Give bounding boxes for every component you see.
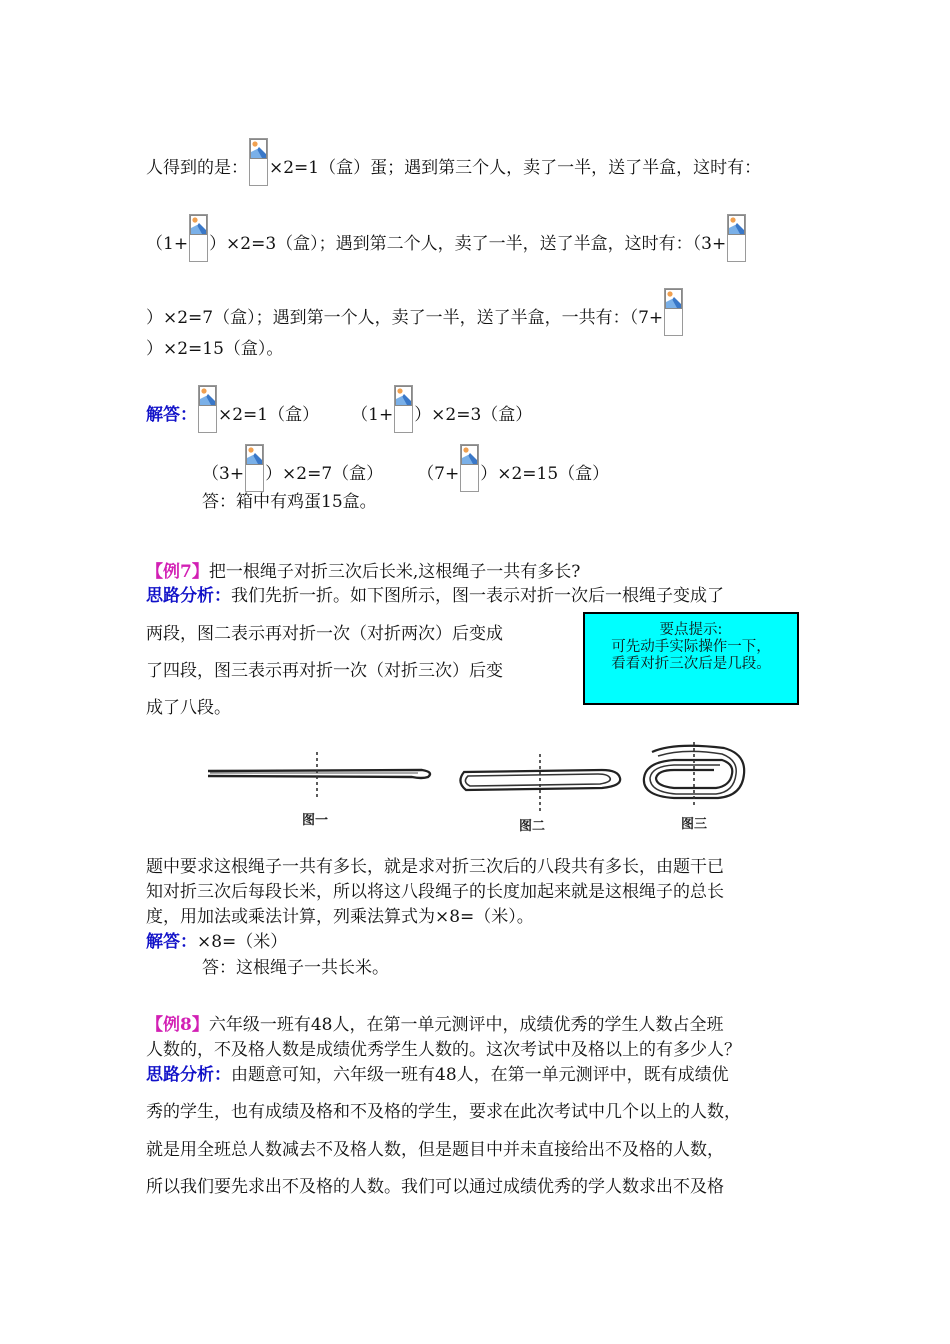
tip-title: 要点提示:: [659, 622, 723, 638]
text-segment: ）×2=15（盒）。: [146, 339, 284, 359]
text-segment: ）×2=7（盒）: [265, 464, 384, 484]
text-segment: 秀的学生，也有成绩及格和不及格的学生，要求在此次考试中几个以上的人数，: [146, 1102, 741, 1122]
answer-line: [146, 931, 287, 953]
fraction-image-placeholder: [460, 444, 479, 492]
text-segment: 把一根绳子对折三次后长米,这根绳子一共有多长?: [208, 562, 581, 582]
text-line: [146, 697, 231, 719]
text-segment: 人得到的是：: [146, 158, 248, 178]
text-segment: 答：箱中有鸡蛋15盒。: [202, 492, 377, 512]
text-line: [146, 856, 724, 878]
text-segment: ）×2=3（盒）: [414, 405, 533, 425]
final-answer: [202, 491, 377, 513]
text-line: [146, 138, 761, 186]
text-segment: 了四段，图三表示再对折一次（对折三次）后变: [146, 661, 503, 681]
tip-line: 看看对折三次后是几段。: [611, 656, 771, 672]
text-segment: 两段，图二表示再对折一次（对折两次）后变成: [146, 624, 503, 644]
fraction-image-placeholder: [189, 214, 208, 262]
example-tag: 【例7】: [146, 562, 209, 582]
figure-label: 图一: [302, 813, 329, 828]
text-line: [146, 1176, 724, 1198]
tip-box: [583, 612, 799, 705]
fraction-image-placeholder: [664, 288, 683, 336]
text-segment: 所以我们要先求出不及格的人数。我们可以通过成绩优秀的学人数求出不及格: [146, 1177, 724, 1197]
text-line: [146, 881, 724, 903]
text-segment: （3+: [202, 464, 245, 484]
text-segment: （1+: [146, 234, 189, 254]
text-segment: （7+: [417, 464, 460, 484]
figure-label: 图二: [519, 819, 546, 834]
example-8-question: [146, 1014, 723, 1036]
answer-label: 解答：: [146, 932, 197, 952]
text-segment: ）×2=3（盒）；遇到第二个人，卖了一半，送了半盒，这时有：（3+: [209, 234, 727, 254]
text-segment: ×8=（米）: [197, 932, 288, 952]
text-segment: 成了八段。: [146, 698, 231, 718]
text-segment: ×2=1（盒）: [218, 405, 320, 425]
figure-label: 图三: [681, 817, 708, 832]
text-line: [146, 1101, 741, 1123]
fraction-image-placeholder: [198, 385, 217, 433]
fraction-image-placeholder: [249, 138, 268, 186]
text-segment: ）×2=7（盒）；遇到第一个人，卖了一半，送了半盒，一共有：（7+: [146, 308, 664, 328]
text-segment: 由题意可知，六年级一班有48人，在第一单元测评中，既有成绩优: [231, 1065, 729, 1085]
text-segment: 六年级一班有48人，在第一单元测评中，成绩优秀的学生人数占全班: [208, 1015, 724, 1035]
text-segment: ×2=1（盒）蛋；遇到第三个人，卖了一半，送了半盒，这时有：: [269, 158, 762, 178]
text-line: [146, 1064, 729, 1086]
text-line: [146, 585, 724, 607]
text-line: [146, 660, 503, 682]
text-line: [146, 906, 534, 928]
fraction-image-placeholder: [727, 214, 746, 262]
example-tag: 【例8】: [146, 1015, 209, 1035]
text-line: [146, 214, 747, 262]
answer-line: [146, 385, 532, 433]
text-segment: 人数的，不及格人数是成绩优秀学生人数的。这次考试中及格以上的有多少人？: [146, 1040, 741, 1060]
text-line: [146, 338, 283, 360]
analysis-label: 思路分析：: [146, 1065, 231, 1085]
answer-line: [202, 444, 609, 492]
fraction-image-placeholder: [394, 385, 413, 433]
text-line: [146, 623, 503, 645]
text-segment: 就是用全班总人数减去不及格人数，但是题目中并未直接给出不及格的人数，: [146, 1140, 724, 1160]
text-line: [146, 1139, 724, 1161]
text-line: [146, 1039, 741, 1061]
text-segment: 知对折三次后每段长米，所以将这八段绳子的长度加起来就是这根绳子的总长: [146, 882, 724, 902]
text-segment: 度，用加法或乘法计算，列乘法算式为×8=（米）。: [146, 907, 534, 927]
text-segment: 题中要求这根绳子一共有多长，就是求对折三次后的八段共有多长，由题干已: [146, 857, 724, 877]
text-segment: 我们先折一折。如下图所示，图一表示对折一次后一根绳子变成了: [231, 586, 724, 606]
tip-line: 可先动手实际操作一下，: [611, 639, 771, 655]
text-segment: 答：这根绳子一共长米。: [202, 958, 389, 978]
answer-label: 解答：: [146, 405, 197, 425]
example-7-question: [146, 561, 580, 583]
text-line: [146, 288, 684, 336]
text-segment: （1+: [351, 405, 394, 425]
fraction-image-placeholder: [245, 444, 264, 492]
final-answer: [202, 957, 389, 979]
text-segment: ）×2=15（盒）: [480, 464, 610, 484]
analysis-label: 思路分析：: [146, 586, 231, 606]
